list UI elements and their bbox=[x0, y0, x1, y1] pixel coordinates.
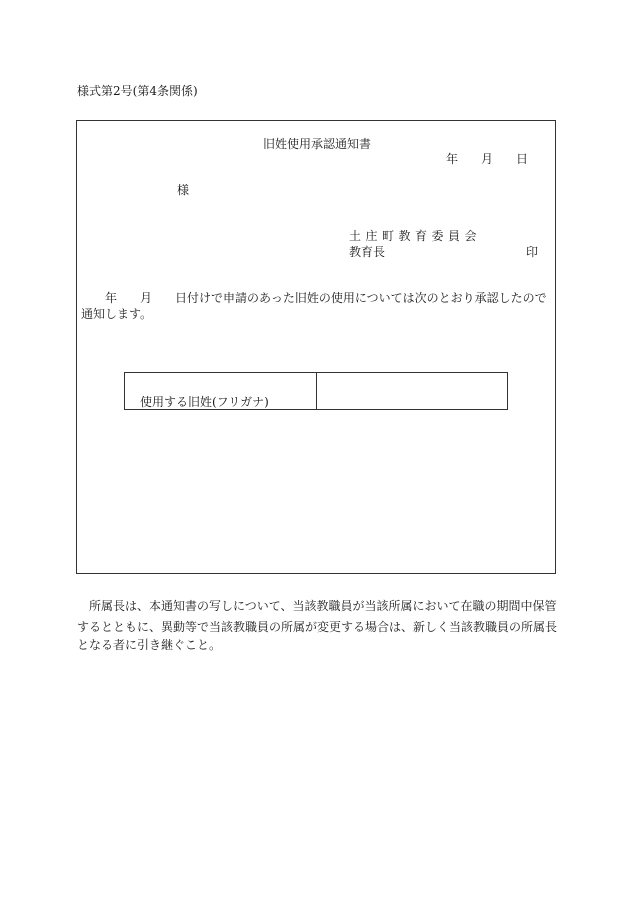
body-month-label: 月 bbox=[140, 291, 153, 305]
issuer-organization: 土庄町教育委員会 bbox=[349, 229, 482, 243]
notice-body-line-2: 通知します。 bbox=[81, 307, 153, 321]
date-year-label: 年 bbox=[446, 152, 459, 166]
notice-body-line-1 bbox=[81, 292, 547, 304]
footnote-line-1: 所属長は、本通知書の写しについて、当該教職員が当該所属において在職の期間中保管 bbox=[89, 599, 557, 613]
date-day-label: 日 bbox=[516, 152, 529, 166]
body-year-label: 年 bbox=[105, 291, 118, 305]
addressee-honorific: 様 bbox=[177, 183, 190, 197]
footnote-line-3: となる者に引き継ぐこと。 bbox=[77, 638, 222, 652]
table-column-divider bbox=[316, 373, 317, 409]
seal-mark: 印 bbox=[526, 245, 539, 259]
footnote-line-2: するとともに、異動等で当該教職員の所属が変更する場合は、新しく当該教職員の所属長 bbox=[77, 620, 558, 634]
notice-form-frame bbox=[76, 120, 556, 574]
former-surname-label: 使用する旧姓(フリガナ) bbox=[140, 395, 269, 409]
document-title: 旧姓使用承認通知書 bbox=[263, 137, 372, 151]
issuer-title: 教育長 bbox=[349, 245, 386, 259]
date-month-label: 月 bbox=[481, 152, 494, 166]
body-text: 日付けで申請のあった旧姓の使用については次のとおり承認したので bbox=[175, 291, 547, 305]
form-number-heading: 様式第2号(第4条関係) bbox=[77, 84, 198, 98]
